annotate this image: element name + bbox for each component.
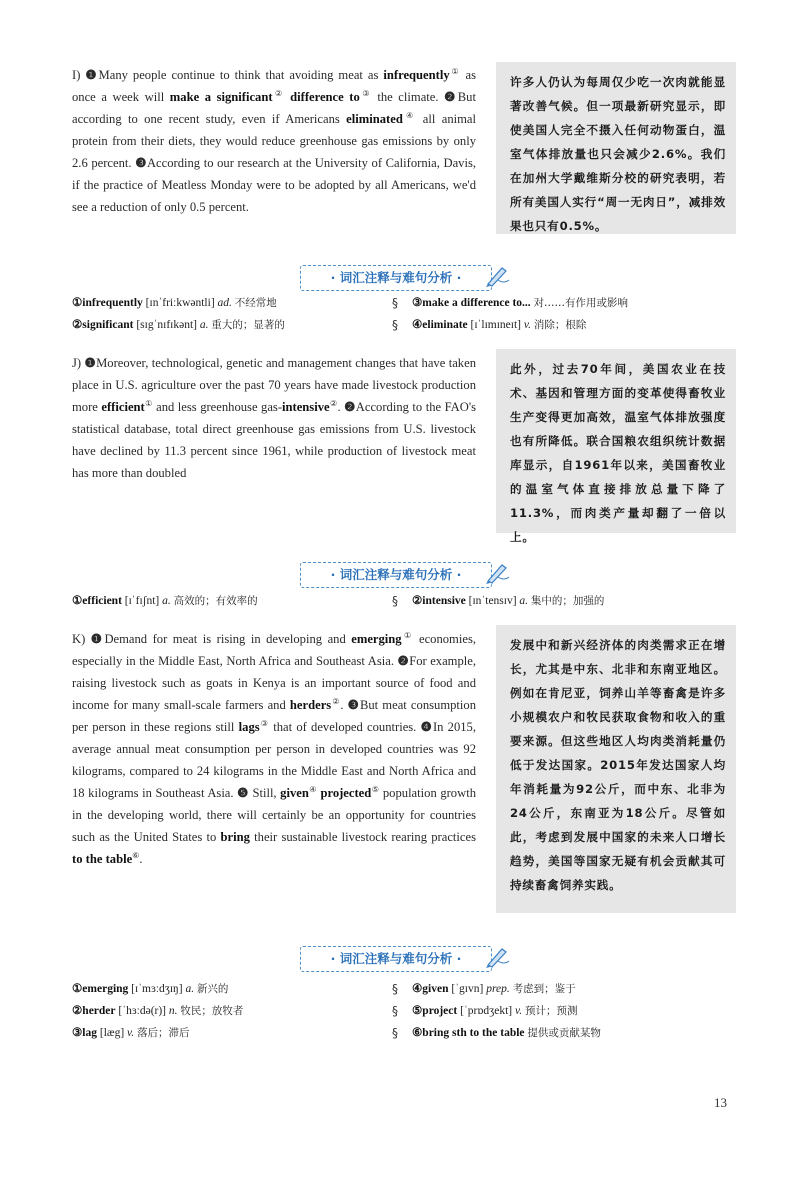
- translation-box-k: 发展中和新兴经济体的肉类需求正在增长，尤其是中东、北非和东南亚地区。例如在肯尼亚，饲养山羊等畜禽是许多小规模农户和牧民获取食物和收入的重要来源。但这些地区人均肉类消耗量仍低于发达国家。2015年发达国家人均年消耗量为92公斤，而中东、北非为24公斤，东南亚为18公斤。尽管如此，考虑到发展中国家的未来人口增长趋势，美国等国家无疑有机会贡献其可持续畜禽饲养实践。: [496, 625, 736, 913]
- sentence-marker-1: ❶: [90, 632, 105, 646]
- sentence-marker-3: ❸: [347, 698, 360, 712]
- text: But meat consumption per person in these regions still: [72, 698, 476, 734]
- vocab-phonetic: [ˈhɜːdə(r)]: [118, 1005, 167, 1017]
- sentence-marker-1: ❶: [84, 356, 97, 370]
- vocab-meaning: 不经常地: [234, 297, 277, 309]
- text: According to the FAO's statistical database, total direct greenhouse gas emissions from U.S. livestock have declined by 11.3 percent since 1961, while production of livestock meat has more than doubled: [72, 400, 477, 480]
- vocab-phonetic: [ɪnˈtensɪv]: [468, 595, 517, 607]
- vocab-entry: [72, 1022, 190, 1044]
- vocab-meaning: 提供或贡献某物: [527, 1027, 601, 1039]
- vocab-entry: [412, 1022, 601, 1044]
- section-letter: I): [72, 68, 81, 82]
- keyword: projected: [320, 786, 372, 800]
- vocab-phonetic: [ˈgɪvn]: [451, 983, 484, 995]
- text: economies, especially in the Middle East, North Africa and Southeast Asia.: [72, 632, 476, 668]
- text: But according to one recent study, even if Americans: [72, 90, 476, 126]
- paragraph-i: I) ❶Many people continue to think that avoiding meat as infrequently① as once a week will make a significant② difference to③ the climate. ❷But according to one recent study, even if Americans eliminated④ all animal protein from their diets, they would reduce greenhouse gas emissions by only 2.6 percent. ❸According to our research at the University of California, Davis, if the practice of Meatless Monday were to be adopted by all Americans, we'd see a reduction of only 0.5 percent.: [72, 66, 477, 214]
- keyword: given: [280, 786, 309, 800]
- vocab-meaning: 重大的；显著的: [211, 319, 285, 331]
- vocab-meaning: 消除；根除: [533, 319, 587, 331]
- vocab-word: ③lag: [72, 1027, 98, 1039]
- vocab-phonetic: [sɪgˈnɪfɪkənt]: [136, 319, 197, 331]
- sentence-marker-2: ❷: [397, 654, 410, 668]
- vocab-pos: v.: [514, 1005, 523, 1017]
- paragraph-k: K) ❶Demand for meat is rising in developing and emerging① economies, especially in the Middle East, North Africa and Southeast Asia. ❷For example, raising livestock such as goats in Kenya is an important source of food and income for many small-scale farmers and herders②. ❸But meat consumption per person in these regions still lags③ that of developed countries. ❹In 2015, average annual meat consumption per person in developed countries was 92 kilograms, compared to 24 kilograms in the Middle East and North Africa and 18 kilograms in Southeast Asia. ❺ Still, given④ projected⑤ population growth in the developing world, there will certainly be an opportunity for countries such as the United States to bring their sustainable livestock rearing practices to the table⑥.: [72, 630, 477, 866]
- vocab-word: ④given: [412, 983, 449, 995]
- sentence-marker-4: ❹: [420, 720, 433, 734]
- pen-icon: [484, 262, 510, 288]
- section-letter: K): [72, 632, 86, 646]
- text: Demand for meat is rising in developing and: [104, 632, 346, 646]
- text: Many people continue to think that avoiding meat as: [98, 68, 379, 82]
- keyword: to the table: [72, 852, 133, 866]
- text: as once a week will: [72, 68, 476, 104]
- vocab-meaning: 对……有作用或影响: [533, 297, 629, 309]
- text: that of developed countries.: [273, 720, 417, 734]
- translation-box-j: 此外，过去70年间，美国农业在技术、基因和管理方面的变革使得畜牧业生产变得更加高效，温室气体排放强度也有所降低。联合国粮农组织统计数据库显示，自1961年以来，美国畜牧业的温室气体直接排放总量下降了11.3%，而肉类产量却翻了一倍以上。: [496, 349, 736, 533]
- vocab-pos: n.: [168, 1005, 178, 1017]
- vocab-meaning: 牧民；放牧者: [180, 1005, 244, 1017]
- vocab-entry: [72, 314, 285, 336]
- vocab-pos: a.: [162, 595, 171, 607]
- vocab-entry: [412, 292, 628, 314]
- sentence-marker-2: ❷: [444, 90, 458, 104]
- text: and less greenhouse gas-: [156, 400, 283, 414]
- vocab-pos: a.: [185, 983, 195, 995]
- text: population growth in the developing world, there will certainly be an opportunity for countries such as the United States to: [72, 786, 476, 844]
- vocab-banner-i: · 词汇注释与难句分析 ·: [300, 265, 492, 291]
- text: In 2015, average annual meat consumption per person in developed countries was 92 kilograms, compared to 24 kilograms in the Middle East and North Africa and 18 kilograms in Southeast Asia.: [72, 720, 477, 800]
- pen-icon: [484, 943, 510, 969]
- vocab-meaning: 新兴的: [196, 983, 229, 995]
- vocab-word: ①efficient: [72, 595, 122, 607]
- keyword: difference to: [290, 90, 360, 104]
- text: For example, raising livestock such as goats in Kenya is an important source of food and income for many small-scale farmers and: [72, 654, 477, 712]
- vocab-banner-k: · 词汇注释与难句分析 ·: [300, 946, 492, 972]
- vocab-word: ①infrequently: [72, 297, 143, 309]
- vocab-phonetic: [ɪnˈfriːkwəntli]: [145, 297, 215, 309]
- vocab-meaning: 高效的；有效率的: [173, 595, 258, 607]
- section-letter: J): [72, 356, 82, 370]
- text: the climate.: [377, 90, 439, 104]
- vocab-pos: v.: [523, 319, 532, 331]
- vocab-entry: [412, 314, 586, 336]
- vocab-meaning: 预计；预测: [525, 1005, 578, 1017]
- divider-swirl: §: [392, 594, 398, 608]
- vocab-pos: ad.: [217, 297, 232, 309]
- sentence-marker-2: ❷: [344, 400, 356, 414]
- vocab-entry: [72, 1000, 243, 1022]
- vocab-entry: [72, 978, 228, 1000]
- vocab-meaning: 落后；滞后: [137, 1027, 190, 1039]
- keyword: make a significant: [169, 90, 273, 104]
- keyword: herders: [289, 698, 332, 712]
- vocab-entry: [412, 1000, 578, 1022]
- divider-swirl: § §: [392, 296, 398, 332]
- vocab-pos: v.: [127, 1027, 135, 1039]
- text: According to our research at the University of California, Davis, if the practice of Meatless Monday were to be adopted by all Americans, we'd see a reduction of only 0.5 percent.: [72, 156, 476, 214]
- vocab-pos: prep.: [486, 983, 510, 995]
- vocab-word: ②herder: [72, 1005, 116, 1017]
- vocab-entry: [412, 978, 576, 1000]
- vocab-word: ①emerging: [72, 983, 129, 995]
- keyword: intensive: [282, 400, 330, 414]
- vocab-word: ③make a difference to...: [412, 297, 531, 309]
- keyword: efficient: [101, 400, 145, 414]
- vocab-phonetic: [ɪˈmɜːdʒɪŋ]: [131, 983, 183, 995]
- vocab-meaning: 考虑到；鉴于: [512, 983, 576, 995]
- vocab-pos: a.: [519, 595, 529, 607]
- divider-swirl: § § §: [392, 982, 398, 1040]
- vocab-entry: [72, 292, 277, 314]
- vocab-word: ②intensive: [412, 595, 466, 607]
- sentence-marker-3: ❸: [135, 156, 147, 170]
- keyword: bring: [220, 830, 250, 844]
- vocab-entry: [72, 590, 258, 612]
- pen-icon: [484, 559, 510, 585]
- text: Still,: [252, 786, 277, 800]
- vocab-word: ④eliminate: [412, 319, 468, 331]
- vocab-phonetic: [ɪˈfɪʃnt]: [124, 595, 160, 607]
- keyword: eliminated: [346, 112, 403, 126]
- sentence-marker-1: ❶: [85, 68, 99, 82]
- vocab-phonetic: [ɪˈlɪmɪneɪt]: [470, 319, 522, 331]
- keyword: lags: [238, 720, 260, 734]
- sentence-marker-5: ❺: [237, 786, 249, 800]
- text: their sustainable livestock rearing practices: [254, 830, 476, 844]
- page-number: 13: [714, 1095, 727, 1110]
- text: all animal protein from their diets, they would reduce greenhouse gas emissions by only 2.6 percent.: [72, 112, 477, 170]
- vocab-phonetic: [læg]: [99, 1027, 125, 1039]
- vocab-meaning: 集中的；加强的: [530, 595, 605, 607]
- vocab-word: ②significant: [72, 319, 134, 331]
- keyword: emerging: [351, 632, 402, 646]
- vocab-banner-j: · 词汇注释与难句分析 ·: [300, 562, 492, 588]
- vocab-phonetic: [ˈprɒdʒekt]: [460, 1005, 513, 1017]
- keyword: infrequently: [383, 68, 450, 82]
- vocab-word: ⑥bring sth to the table: [412, 1027, 525, 1039]
- vocab-pos: a.: [199, 319, 209, 331]
- text: Moreover, technological, genetic and management changes that have taken place in U.S. agriculture over the past 70 years have made livestock production more: [72, 356, 476, 414]
- paragraph-j: J) ❶Moreover, technological, genetic and management changes that have taken place in U.S. agriculture over the past 70 years have made livestock production more efficient① and less greenhouse gas-intensive②. ❷According to the FAO's statistical database, total direct greenhouse gas emissions from U.S. livestock have declined by 11.3 percent since 1961, while production of livestock meat has more than doubled: [72, 356, 477, 480]
- translation-box-i: 许多人仍认为每周仅少吃一次肉就能显著改善气候。但一项最新研究显示，即使美国人完全不摄入任何动物蛋白，温室气体排放量也只会减少2.6%。我们在加州大学戴维斯分校的研究表明，若所有美国人实行“周一无肉日”，减排效果也只有0.5%。: [496, 62, 736, 234]
- vocab-entry: [412, 590, 604, 612]
- vocab-word: ⑤project: [412, 1005, 458, 1017]
